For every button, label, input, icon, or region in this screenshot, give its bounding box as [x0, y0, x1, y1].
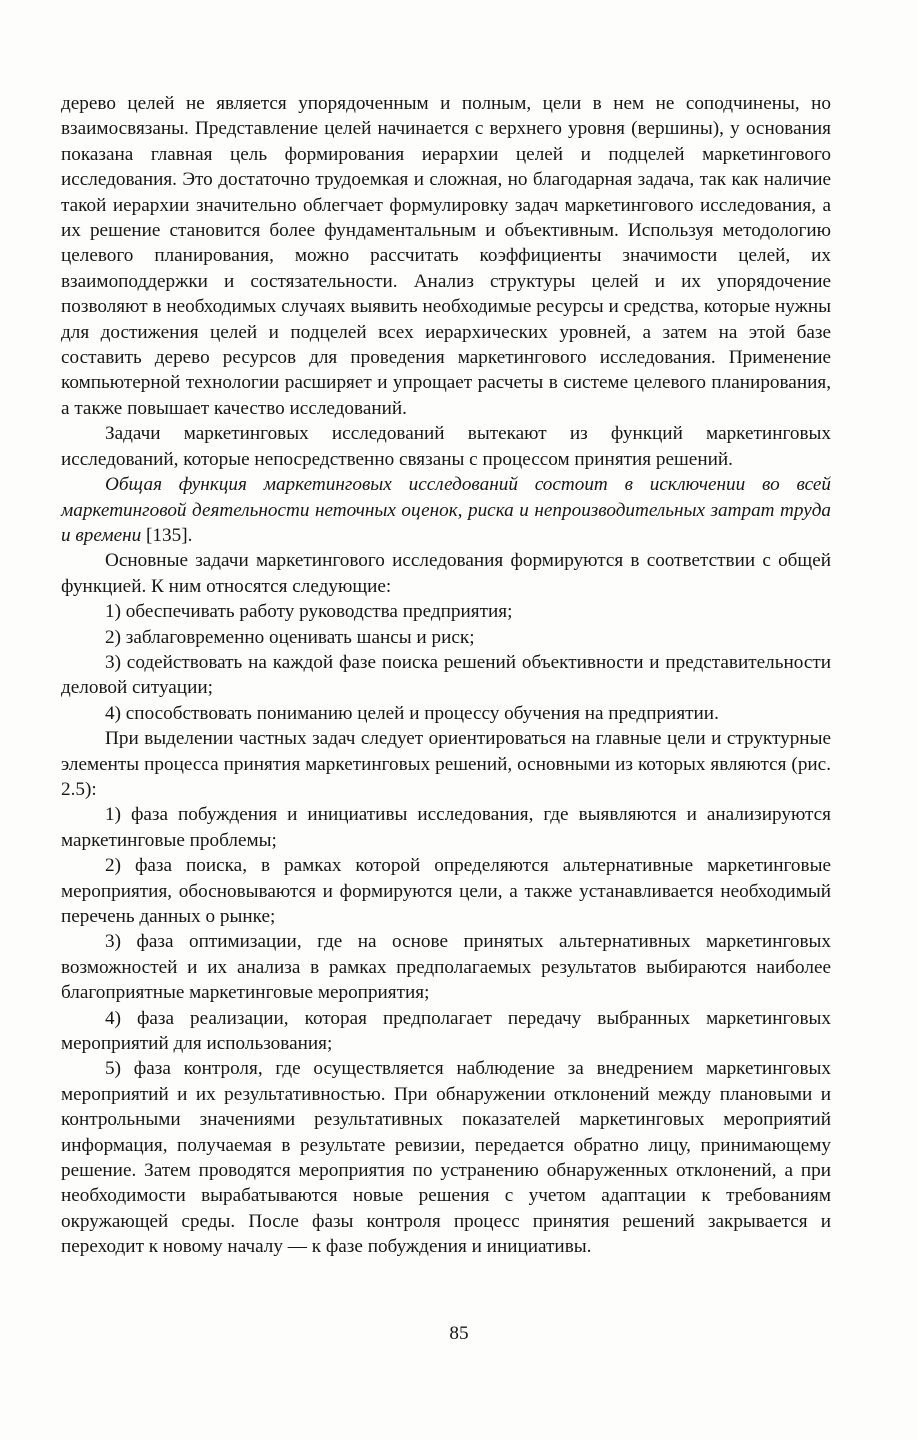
list-item-task-4: 4) способствовать пониманию целей и процессу обучения на предприятии. [105, 702, 719, 724]
general-function-italic: Общая функция маркетинговых исследований состоит в исключении во всей маркетинговой деятельности неточных оценок, риска и непроизводительных затрат труда и времени [61, 474, 831, 546]
paragraph-research-tasks: Задачи маркетинговых исследований вытекают из функций маркетинговых исследований, которые непосредственно связаны с процессом принятия решений. [61, 423, 831, 470]
citation-reference: [135]. [141, 524, 193, 546]
paragraph-particular-tasks: При выделении частных задач следует ориентироваться на главные цели и структурные элементы процесса принятия маркетинговых решений, основными из которых являются (рис. 2.5): [61, 728, 831, 800]
list-item-phase-4: 4) фаза реализации, которая предполагает передачу выбранных маркетинговых мероприятий для использования; [61, 1007, 831, 1055]
paragraph-goal-tree: дерево целей не является упорядоченным и полным, цели в нем не соподчинены, но взаимосвязаны. Представление целей начинается с верхнего уровня (вершины), у основания показана главная цель формирования иерархии целей и подцелей маркетингового исследования. Это достаточно трудоемкая и сложная, но благодарная задача, так как наличие такой иерархии значительно облегчает формулировку задач маркетингового исследования, а их решение становится более фундаментальным и объективным. Используя методологию целевого планирования, можно рассчитать коэффициенты значимости целей, их взаимоподдержки и состязательности. Анализ структуры целей и их упорядочение позволяют в необходимых случаях выявить необходимые ресурсы и средства, которые нужны для достижения целей и подцелей всех иерархических уровней, а затем на этой базе составить дерево ресурсов для проведения маркетингового исследования. Применение компьютерной технологии расширяет и упрощает расчеты в системе целевого планирования, а также повышает качество исследований. [61, 93, 831, 419]
list-item-phase-3: 3) фаза оптимизации, где на основе принятых альтернативных маркетинговых возможностей и их анализа в рамках предполагаемых результатов выбираются наиболее благоприятные маркетинговые мероприятия; [61, 931, 831, 1004]
page-number: 85 [449, 1323, 469, 1344]
list-item-phase-1: 1) фаза побуждения и инициативы исследования, где выявляются и анализируются маркетинговые проблемы; [61, 804, 831, 851]
paragraph-general-function [61, 472, 831, 548]
list-item-phase-5: 5) фаза контроля, где осуществляется наблюдение за внедрением маркетинговых мероприятий и их результативностью. При обнаружении отклонений между плановыми и контрольными значениями результативных показателей маркетинговых мероприятий информация, получаемая в результате ревизии, передается обратно лицу, принимающему решение. Затем проводятся мероприятия по устранению обнаруженных отклонений, а при необходимости вырабатываются новые решения с учетом адаптации к требованиям окружающей среды. После фазы контроля процесс принятия решений закрывается и переходит к новому началу — к фазе побуждения и инициативы. [61, 1058, 831, 1258]
page-body-text [61, 91, 831, 1260]
paragraph-main-tasks-intro: Основные задачи маркетингового исследования формируются в соответствии с общей функцией. К ним относятся следующие: [61, 550, 831, 597]
list-item-task-1: 1) обеспечивать работу руководства предприятия; [105, 601, 513, 623]
list-item-phase-2: 2) фаза поиска, в рамках которой определяются альтернативные маркетинговые мероприятия, обосновываются и формируются цели, а также устанавливается необходимый перечень данных о рынке; [61, 855, 831, 927]
list-item-task-2: 2) заблаговременно оценивать шансы и риск; [105, 626, 475, 648]
list-item-task-3: 3) содействовать на каждой фазе поиска решений объективности и представительности деловой ситуации; [61, 651, 831, 699]
